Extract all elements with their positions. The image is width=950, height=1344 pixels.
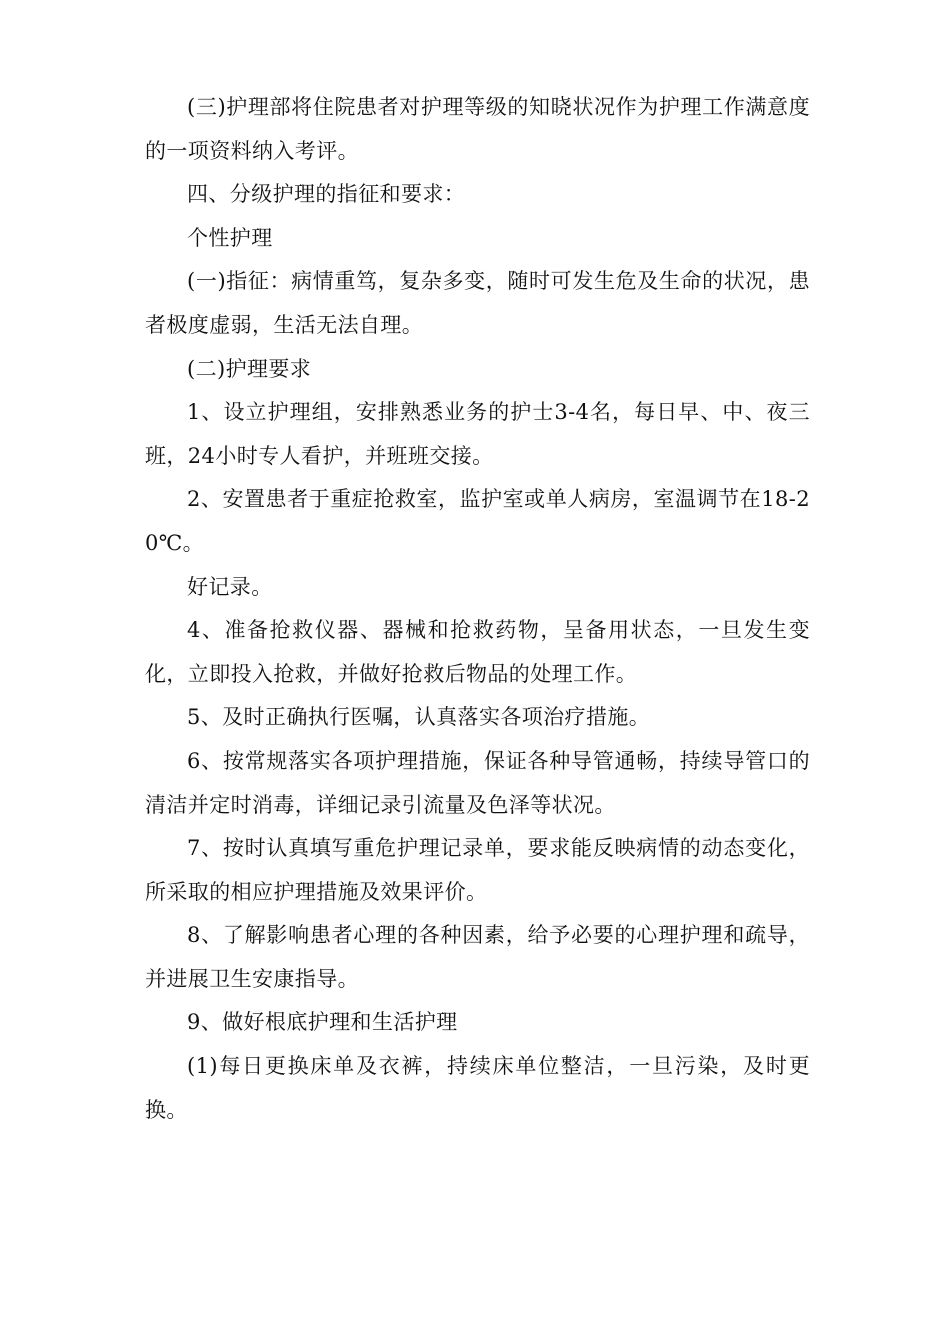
list-item-8: 8、了解影响患者心理的各种因素，给予必要的心理护理和疏导，并进展卫生安康指导。 [145,923,810,991]
sub-list-item-1: (1)每日更换床单及衣裤，持续床单位整洁，一旦污染，及时更换。 [145,1054,810,1122]
list-item-7: 7、按时认真填写重危护理记录单，要求能反映病情的动态变化，所采取的相应护理措施及效果评价。 [145,836,810,904]
subheading-special-care: 个性护理 [187,225,273,250]
list-item-6: 6、按常规落实各项护理措施，保证各种导管通畅，持续导管口的清洁并定时消毒，详细记录引流量及色泽等状况。 [145,748,810,817]
paragraph-indication: (一)指征：病情重笃，复杂多变，随时可发生危及生命的状况，患者极度虚弱，生活无法自理。 [145,269,810,337]
list-item-4: 4、准备抢救仪器、器械和抢救药物，呈备用状态，一旦发生变化，立即投入抢救，并做好抢救后物品的处理工作。 [145,618,810,686]
document-body [145,86,810,1132]
list-item-5: 5、及时正确执行医嘱，认真落实各项治疗措施。 [187,705,651,730]
paragraph-record-fragment: 好记录。 [187,574,273,599]
section-heading-indications: 四、分级护理的指征和要求： [187,182,466,207]
subheading-care-requirements: (二)护理要求 [187,356,312,381]
list-item-1: 1、设立护理组，安排熟悉业务的护士3-4名，每日早、中、夜三班，24小时专人看护，并班班交接。 [145,400,810,468]
paragraph-awareness-evaluation: (三)护理部将住院患者对护理等级的知晓状况作为护理工作满意度的一项资料纳入考评。 [145,95,810,163]
list-item-9: 9、做好根底护理和生活护理 [187,1010,458,1035]
list-item-2: 2、安置患者于重症抢救室，监护室或单人病房，室温调节在18-20℃。 [145,487,810,555]
